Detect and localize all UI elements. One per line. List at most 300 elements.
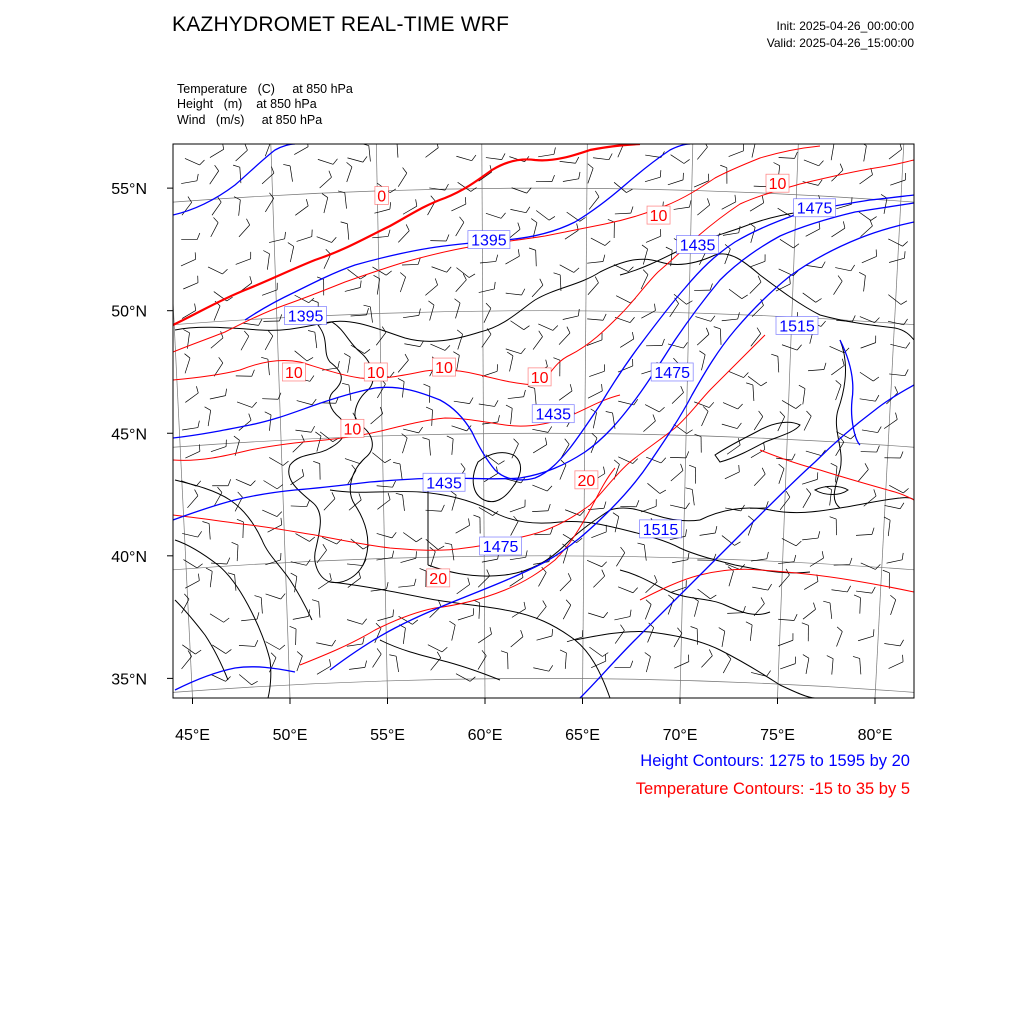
wind-barb xyxy=(693,597,699,617)
wind-barb xyxy=(674,294,692,304)
wind-barb xyxy=(751,552,768,561)
wind-barb xyxy=(347,637,364,646)
wind-barb xyxy=(449,621,455,640)
wind-barb xyxy=(510,500,525,512)
wind-barb xyxy=(691,627,698,645)
wind-barb xyxy=(182,645,201,654)
wind-barb xyxy=(538,147,555,156)
svg-text:10: 10 xyxy=(366,364,385,382)
wind-barb xyxy=(458,608,474,620)
wind-barb xyxy=(264,481,283,489)
wind-barb xyxy=(836,380,841,400)
wind-barb xyxy=(694,284,712,291)
wind-barb xyxy=(422,438,430,456)
wind-barb xyxy=(398,579,416,587)
wind-barb xyxy=(265,331,273,350)
wind-barb xyxy=(234,197,240,216)
temp-label xyxy=(647,206,670,225)
wind-barb xyxy=(694,434,701,452)
wind-barb xyxy=(426,539,444,549)
wind-barb xyxy=(533,438,547,453)
wind-barb xyxy=(371,407,383,424)
border-iran xyxy=(330,582,610,698)
lat-label: 45°N xyxy=(111,426,147,444)
wind-barb xyxy=(322,194,328,214)
wind-barb xyxy=(445,543,454,560)
wind-barb xyxy=(831,221,844,237)
wind-barb xyxy=(646,457,666,463)
border-iraq xyxy=(175,600,228,680)
wind-barb xyxy=(181,233,200,240)
wind-barb xyxy=(668,173,684,185)
wind-barb xyxy=(241,612,259,620)
wind-barb xyxy=(750,501,768,508)
border-persian-gulf xyxy=(380,640,500,680)
wind-barb xyxy=(887,553,904,563)
wind-barb xyxy=(318,573,331,589)
wind-barb xyxy=(701,649,712,667)
wind-barb xyxy=(269,457,288,465)
wind-barb xyxy=(456,274,467,292)
wind-barb xyxy=(861,336,876,349)
wind-barb xyxy=(856,587,875,593)
chart-title: KAZHYDROMET REAL-TIME WRF xyxy=(172,13,510,36)
wind-barb xyxy=(324,249,331,269)
wind-barb xyxy=(588,277,599,295)
border-south-central xyxy=(330,490,810,573)
wind-barb xyxy=(808,363,826,371)
wind-barb xyxy=(780,657,795,669)
wind-barb xyxy=(211,558,230,564)
wind-barb xyxy=(206,568,212,587)
wind-barb xyxy=(239,640,258,646)
wind-barb xyxy=(861,446,880,452)
wind-barb xyxy=(210,614,229,622)
wind-barb xyxy=(212,479,230,486)
wind-barb xyxy=(646,229,661,242)
wind-barb xyxy=(700,526,717,535)
wind-barb xyxy=(641,270,648,289)
meridian-line xyxy=(583,144,588,698)
wind-barb xyxy=(398,224,409,242)
wind-barb xyxy=(674,655,689,669)
wind-barb xyxy=(884,503,903,509)
field-level: at 850 hPa xyxy=(261,113,323,127)
lat-label: 35°N xyxy=(111,671,147,689)
wind-barb xyxy=(428,645,447,652)
wind-barb xyxy=(236,252,251,265)
border-kyrgyz-uz xyxy=(610,508,700,521)
wind-barb xyxy=(588,384,602,398)
wind-barb xyxy=(643,414,655,431)
wind-barb xyxy=(533,331,542,350)
wind-barb xyxy=(297,651,303,671)
wind-barb xyxy=(751,443,765,458)
wind-barb xyxy=(347,162,352,182)
wind-barb xyxy=(528,386,536,404)
wind-barb xyxy=(802,472,818,484)
wind-barb xyxy=(889,251,905,262)
wind-barb xyxy=(782,538,801,545)
wind-barb xyxy=(618,138,624,158)
wind-barb xyxy=(614,182,632,192)
wind-barb xyxy=(854,595,860,614)
wind-barb xyxy=(645,405,664,412)
wind-barb xyxy=(295,199,308,215)
lon-label: 75°E xyxy=(760,727,795,744)
wind-barb xyxy=(750,138,756,157)
wind-barb xyxy=(830,346,850,352)
wind-barb xyxy=(389,655,398,672)
field-name: Temperature xyxy=(177,82,248,96)
temp-label xyxy=(341,419,364,438)
wind-barb xyxy=(484,303,491,323)
wind-barb xyxy=(729,289,748,299)
wind-barb xyxy=(830,517,837,535)
wind-barb xyxy=(266,642,285,650)
wind-barb xyxy=(533,665,552,671)
wind-barb xyxy=(588,164,593,184)
wind-barb xyxy=(776,277,790,291)
svg-text:1515: 1515 xyxy=(642,521,679,539)
wind-barb xyxy=(486,153,505,159)
wind-barb xyxy=(641,304,655,319)
wind-barb xyxy=(430,344,450,350)
wind-barb xyxy=(344,353,350,372)
lon-label: 80°E xyxy=(857,727,893,744)
wind-barb xyxy=(318,159,338,164)
wind-barb xyxy=(858,463,868,481)
wind-barb xyxy=(860,372,879,381)
wind-barb xyxy=(532,279,543,297)
wind-barb xyxy=(888,295,907,305)
wind-barb xyxy=(506,289,525,295)
wind-barb xyxy=(398,168,407,187)
wind-barb xyxy=(559,384,572,400)
wind-barb xyxy=(210,142,224,157)
wind-barb xyxy=(532,485,552,491)
temp-0-contour xyxy=(173,144,640,325)
wind-barb xyxy=(616,296,635,303)
wind-barb xyxy=(308,331,317,349)
lat-label: 50°N xyxy=(111,303,147,321)
wind-barb xyxy=(428,301,434,321)
wind-barb xyxy=(890,173,905,185)
wind-barb xyxy=(799,385,805,404)
wind-barb xyxy=(457,330,462,350)
wind-barb xyxy=(614,265,633,272)
temp-10-contour-west xyxy=(173,360,540,385)
field-name: Height xyxy=(177,97,214,111)
wind-barb xyxy=(771,354,779,372)
svg-text:10: 10 xyxy=(435,360,453,378)
wind-barb xyxy=(862,427,881,433)
svg-text:1515: 1515 xyxy=(779,318,815,336)
wind-barb xyxy=(532,426,551,432)
wind-barb xyxy=(831,164,842,182)
field-name: Wind xyxy=(177,113,206,127)
wind-barb xyxy=(262,393,281,399)
wind-barb xyxy=(746,622,752,641)
wind-barb xyxy=(183,276,198,289)
wind-barb xyxy=(831,463,837,482)
wind-barb xyxy=(290,626,296,645)
wind-barb xyxy=(317,544,327,563)
wind-barb xyxy=(615,625,624,644)
wind-barb xyxy=(425,278,437,295)
wind-barb xyxy=(694,174,709,187)
wind-barb xyxy=(646,575,658,592)
wind-barb xyxy=(456,268,475,278)
wind-barb xyxy=(782,345,802,350)
wind-barb xyxy=(403,309,420,318)
height-label xyxy=(532,405,574,424)
wind-barb xyxy=(478,570,489,588)
wind-barb xyxy=(507,352,513,371)
wind-barb xyxy=(536,601,546,620)
height-1435-contour xyxy=(173,195,914,480)
wind-barb xyxy=(297,230,313,242)
wind-barb xyxy=(754,468,765,486)
wind-barb xyxy=(779,152,798,158)
wind-barb xyxy=(529,248,536,266)
wind-barb xyxy=(588,612,608,618)
wind-barb xyxy=(426,407,432,426)
wind-barb xyxy=(312,600,320,618)
wind-barb xyxy=(451,491,457,511)
height-1555-contour xyxy=(577,385,914,698)
wind-barb xyxy=(315,432,321,452)
wind-barb xyxy=(837,627,843,647)
height-label xyxy=(423,473,465,492)
svg-text:10: 10 xyxy=(285,364,303,382)
wind-barb xyxy=(881,194,887,213)
wind-barb xyxy=(454,398,473,404)
lon-label: 55°E xyxy=(370,727,405,744)
meridian-line xyxy=(875,144,904,698)
wind-barb xyxy=(782,400,801,408)
wind-barb xyxy=(185,158,205,164)
wind-barb xyxy=(403,532,422,541)
wind-barb xyxy=(473,600,479,619)
wind-barb xyxy=(261,357,269,375)
wind-barb xyxy=(341,222,349,240)
wind-barb xyxy=(377,532,397,538)
wind-barb xyxy=(268,518,282,532)
wind-barb xyxy=(563,172,580,182)
wind-barb xyxy=(399,625,405,644)
wind-barb xyxy=(512,188,532,193)
wind-barb xyxy=(835,265,854,271)
wind-barb xyxy=(719,628,725,647)
wind-barb xyxy=(511,630,523,647)
wind-barb xyxy=(645,652,651,672)
wind-barb xyxy=(512,602,525,617)
svg-text:1395: 1395 xyxy=(287,308,324,326)
height-label xyxy=(794,199,836,218)
wind-barb xyxy=(262,510,282,516)
wind-barb xyxy=(484,467,498,482)
parallel-line xyxy=(173,678,914,692)
svg-text:10: 10 xyxy=(768,176,787,194)
wind-barb xyxy=(587,560,607,566)
wind-barb xyxy=(420,568,427,587)
svg-text:1395: 1395 xyxy=(471,232,507,250)
wind-barb xyxy=(804,575,818,590)
svg-text:10: 10 xyxy=(530,369,549,387)
wind-barb xyxy=(723,403,743,409)
svg-text:1435: 1435 xyxy=(426,475,462,493)
wind-barb xyxy=(345,281,361,292)
wind-barb xyxy=(889,485,908,493)
temp-label xyxy=(427,569,450,588)
wind-barb xyxy=(778,412,785,432)
wind-barb xyxy=(479,282,495,293)
height-label xyxy=(677,236,719,255)
wind-barb xyxy=(430,235,449,241)
wind-barb xyxy=(858,629,874,641)
wind-barb xyxy=(672,386,683,404)
wind-barb xyxy=(685,488,694,506)
wind-barb xyxy=(831,359,844,375)
wind-barb xyxy=(834,276,843,295)
wind-barb xyxy=(295,426,314,432)
wind-barb xyxy=(620,332,634,347)
wind-barb xyxy=(508,390,526,399)
wind-barb xyxy=(697,198,709,215)
wind-barb xyxy=(806,262,825,268)
wind-barb xyxy=(236,144,248,161)
wind-barb xyxy=(374,275,380,294)
wind-barb xyxy=(858,211,877,220)
wind-barb xyxy=(338,191,346,209)
wind-barb xyxy=(182,421,199,430)
wind-barb xyxy=(699,351,705,370)
wind-barb xyxy=(536,211,555,221)
wind-barb xyxy=(269,232,285,243)
wind-barb xyxy=(320,171,332,188)
wind-barb xyxy=(803,655,809,674)
wind-barb xyxy=(211,217,218,236)
wind-barb xyxy=(689,465,696,484)
wind-barb xyxy=(554,273,561,291)
wind-barb xyxy=(317,237,337,243)
wind-barb xyxy=(803,293,822,302)
wind-barb xyxy=(641,499,656,512)
lat-label: 40°N xyxy=(111,548,147,566)
wind-barb xyxy=(751,328,761,347)
wind-barb xyxy=(404,341,423,347)
wind-barb xyxy=(362,144,370,162)
wind-barb xyxy=(537,629,553,640)
wind-barb xyxy=(456,518,470,533)
wind-barb xyxy=(884,517,890,536)
wind-barb xyxy=(479,507,498,515)
lon-label: 45°E xyxy=(175,727,210,744)
lon-label: 60°E xyxy=(467,727,503,744)
wind-barb xyxy=(401,551,417,562)
wind-barb xyxy=(614,661,632,668)
height-label xyxy=(468,231,510,250)
wind-barb xyxy=(698,589,717,599)
wind-barb xyxy=(235,492,242,511)
wind-barb xyxy=(205,407,211,426)
country-borders xyxy=(175,212,914,698)
wind-barb xyxy=(232,542,238,561)
wind-barb xyxy=(266,594,286,599)
wind-barb xyxy=(211,440,226,452)
wind-barb xyxy=(620,500,639,507)
wind-barb xyxy=(831,586,850,592)
wind-barb xyxy=(210,165,219,184)
wind-barb xyxy=(456,155,476,161)
wind-barb xyxy=(563,600,571,619)
field-unit: (m/s) xyxy=(215,113,245,127)
svg-text:0: 0 xyxy=(377,188,387,206)
svg-text:20: 20 xyxy=(577,472,596,490)
svg-text:10: 10 xyxy=(649,208,668,226)
wind-barb xyxy=(559,327,570,345)
wind-barb xyxy=(373,648,382,667)
wind-barb xyxy=(754,411,763,430)
wind-barb xyxy=(396,493,405,511)
wind-barb xyxy=(506,405,512,424)
height-1595-south xyxy=(175,667,295,690)
valid-time: Valid: 2025-04-26_15:00:00 xyxy=(766,36,914,50)
wind-barb xyxy=(560,650,566,669)
temp-label xyxy=(364,363,387,382)
meridian-line xyxy=(778,144,799,698)
wind-barb xyxy=(288,243,294,262)
height-label xyxy=(285,307,327,326)
svg-text:20: 20 xyxy=(429,570,448,588)
wind-barb xyxy=(834,558,852,565)
svg-text:1475: 1475 xyxy=(796,200,833,218)
wind-barb xyxy=(291,500,310,506)
wind-barb xyxy=(210,389,227,399)
wind-barb xyxy=(402,434,408,454)
wind-barb xyxy=(316,640,335,646)
wind-barb xyxy=(255,596,263,614)
wind-barb xyxy=(536,175,555,182)
wind-barb xyxy=(561,439,569,458)
wind-barb xyxy=(181,481,201,486)
wind-barb xyxy=(823,601,831,619)
wind-barb xyxy=(501,651,508,669)
svg-text:1435: 1435 xyxy=(679,237,716,255)
wind-barb xyxy=(455,299,461,319)
wind-barb xyxy=(889,655,903,669)
wind-barb xyxy=(853,656,861,674)
wind-barb xyxy=(591,238,610,245)
wind-barb xyxy=(803,488,811,507)
wind-barb xyxy=(646,339,664,346)
wind-barb xyxy=(670,503,689,509)
wind-barb xyxy=(725,465,739,479)
height-label xyxy=(776,316,818,335)
wind-barb xyxy=(750,276,761,294)
wind-barb xyxy=(780,239,799,248)
wind-barb xyxy=(347,156,367,162)
wind-barb xyxy=(236,479,256,485)
wind-barb xyxy=(457,578,470,594)
wind-barb xyxy=(810,551,824,566)
wind-barb xyxy=(884,640,903,646)
wind-barb xyxy=(486,213,506,218)
height-1515-contour xyxy=(330,222,914,670)
wind-barb xyxy=(432,267,452,272)
wind-barb xyxy=(722,423,742,429)
